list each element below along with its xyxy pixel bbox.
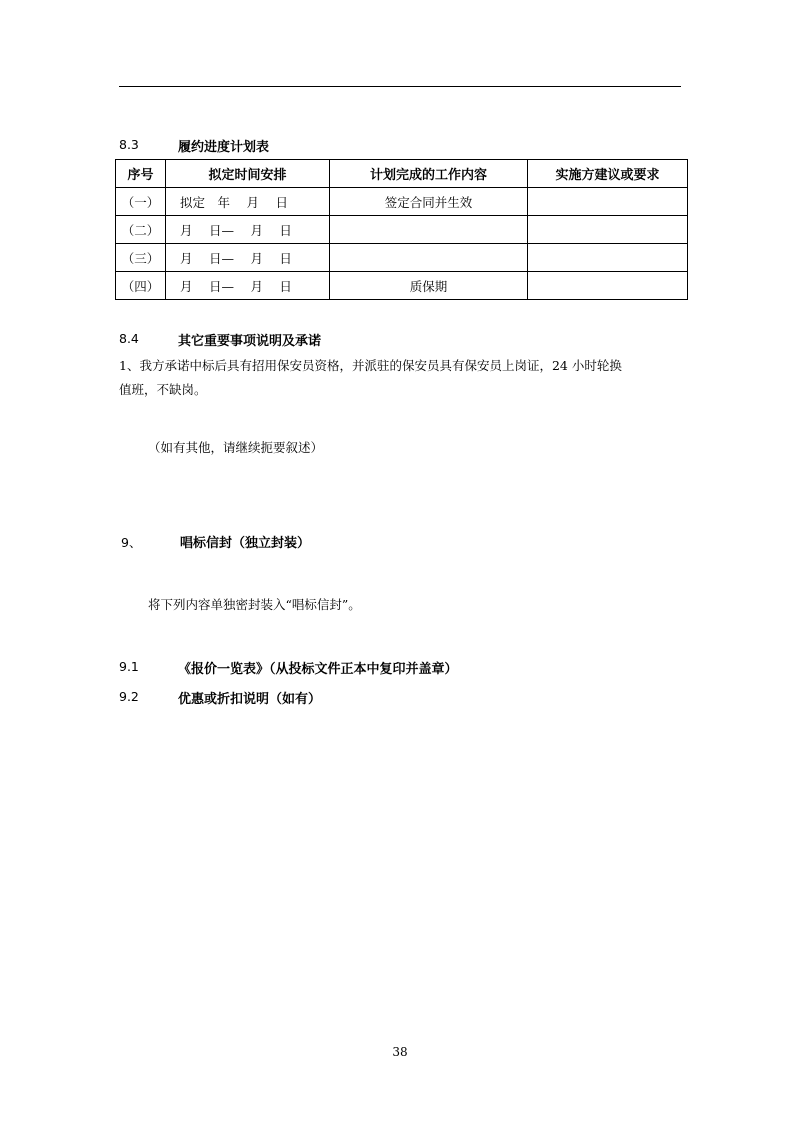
table-header-row: [116, 160, 688, 188]
section-9-1-title: 《报价一览表》（从投标文件正本中复印并盖章）: [178, 662, 458, 677]
table-row: [116, 216, 688, 244]
row-index: （一）: [116, 188, 166, 216]
row-suggestion: [528, 244, 688, 272]
section-9-2-number: 9.2: [119, 689, 139, 704]
section-9-1-number: 9.1: [119, 659, 139, 674]
section-9-2-title: 优惠或折扣说明（如有）: [178, 692, 322, 707]
row-index: （三）: [116, 244, 166, 272]
row-work: 签定合同并生效: [330, 188, 528, 216]
section-8-3-number: 8.3: [119, 137, 139, 152]
section-8-4-title: 其它重要事项说明及承诺: [178, 334, 322, 349]
row-suggestion: [528, 188, 688, 216]
header-suggestion: 实施方建议或要求: [528, 160, 688, 188]
page-number: 38: [392, 1045, 408, 1059]
header-work: 计划完成的工作内容: [330, 160, 528, 188]
row-work: [330, 244, 528, 272]
row-time: 拟定 年 月 日: [166, 188, 330, 216]
row-time: 月 日— 月 日: [166, 216, 330, 244]
row-index: （四）: [116, 272, 166, 300]
table-row: [116, 272, 688, 300]
commitment-line-1: 1、我方承诺中标后具有招用保安员资格，并派驻的保安员具有保安员上岗证，24 小时轮换: [119, 358, 622, 373]
table-row: [116, 188, 688, 216]
table-row: [116, 244, 688, 272]
schedule-table: [115, 159, 688, 300]
section-9-number: 9、: [121, 535, 142, 550]
row-work: 质保期: [330, 272, 528, 300]
other-note: （如有其他，请继续扼要叙述）: [148, 440, 324, 455]
header-rule: [119, 86, 681, 87]
section-9-title: 唱标信封（独立封装）: [180, 536, 311, 551]
commitment-line-2: 值班，不缺岗。: [119, 382, 207, 397]
envelope-instruction: 将下列内容单独密封装入“唱标信封”。: [148, 597, 361, 612]
header-index: 序号: [116, 160, 166, 188]
row-time: 月 日— 月 日: [166, 272, 330, 300]
row-time: 月 日— 月 日: [166, 244, 330, 272]
row-work: [330, 216, 528, 244]
row-suggestion: [528, 216, 688, 244]
row-index: （二）: [116, 216, 166, 244]
row-suggestion: [528, 272, 688, 300]
section-8-3-title: 履约进度计划表: [178, 140, 270, 155]
section-8-4-number: 8.4: [119, 331, 139, 346]
header-time: 拟定时间安排: [166, 160, 330, 188]
